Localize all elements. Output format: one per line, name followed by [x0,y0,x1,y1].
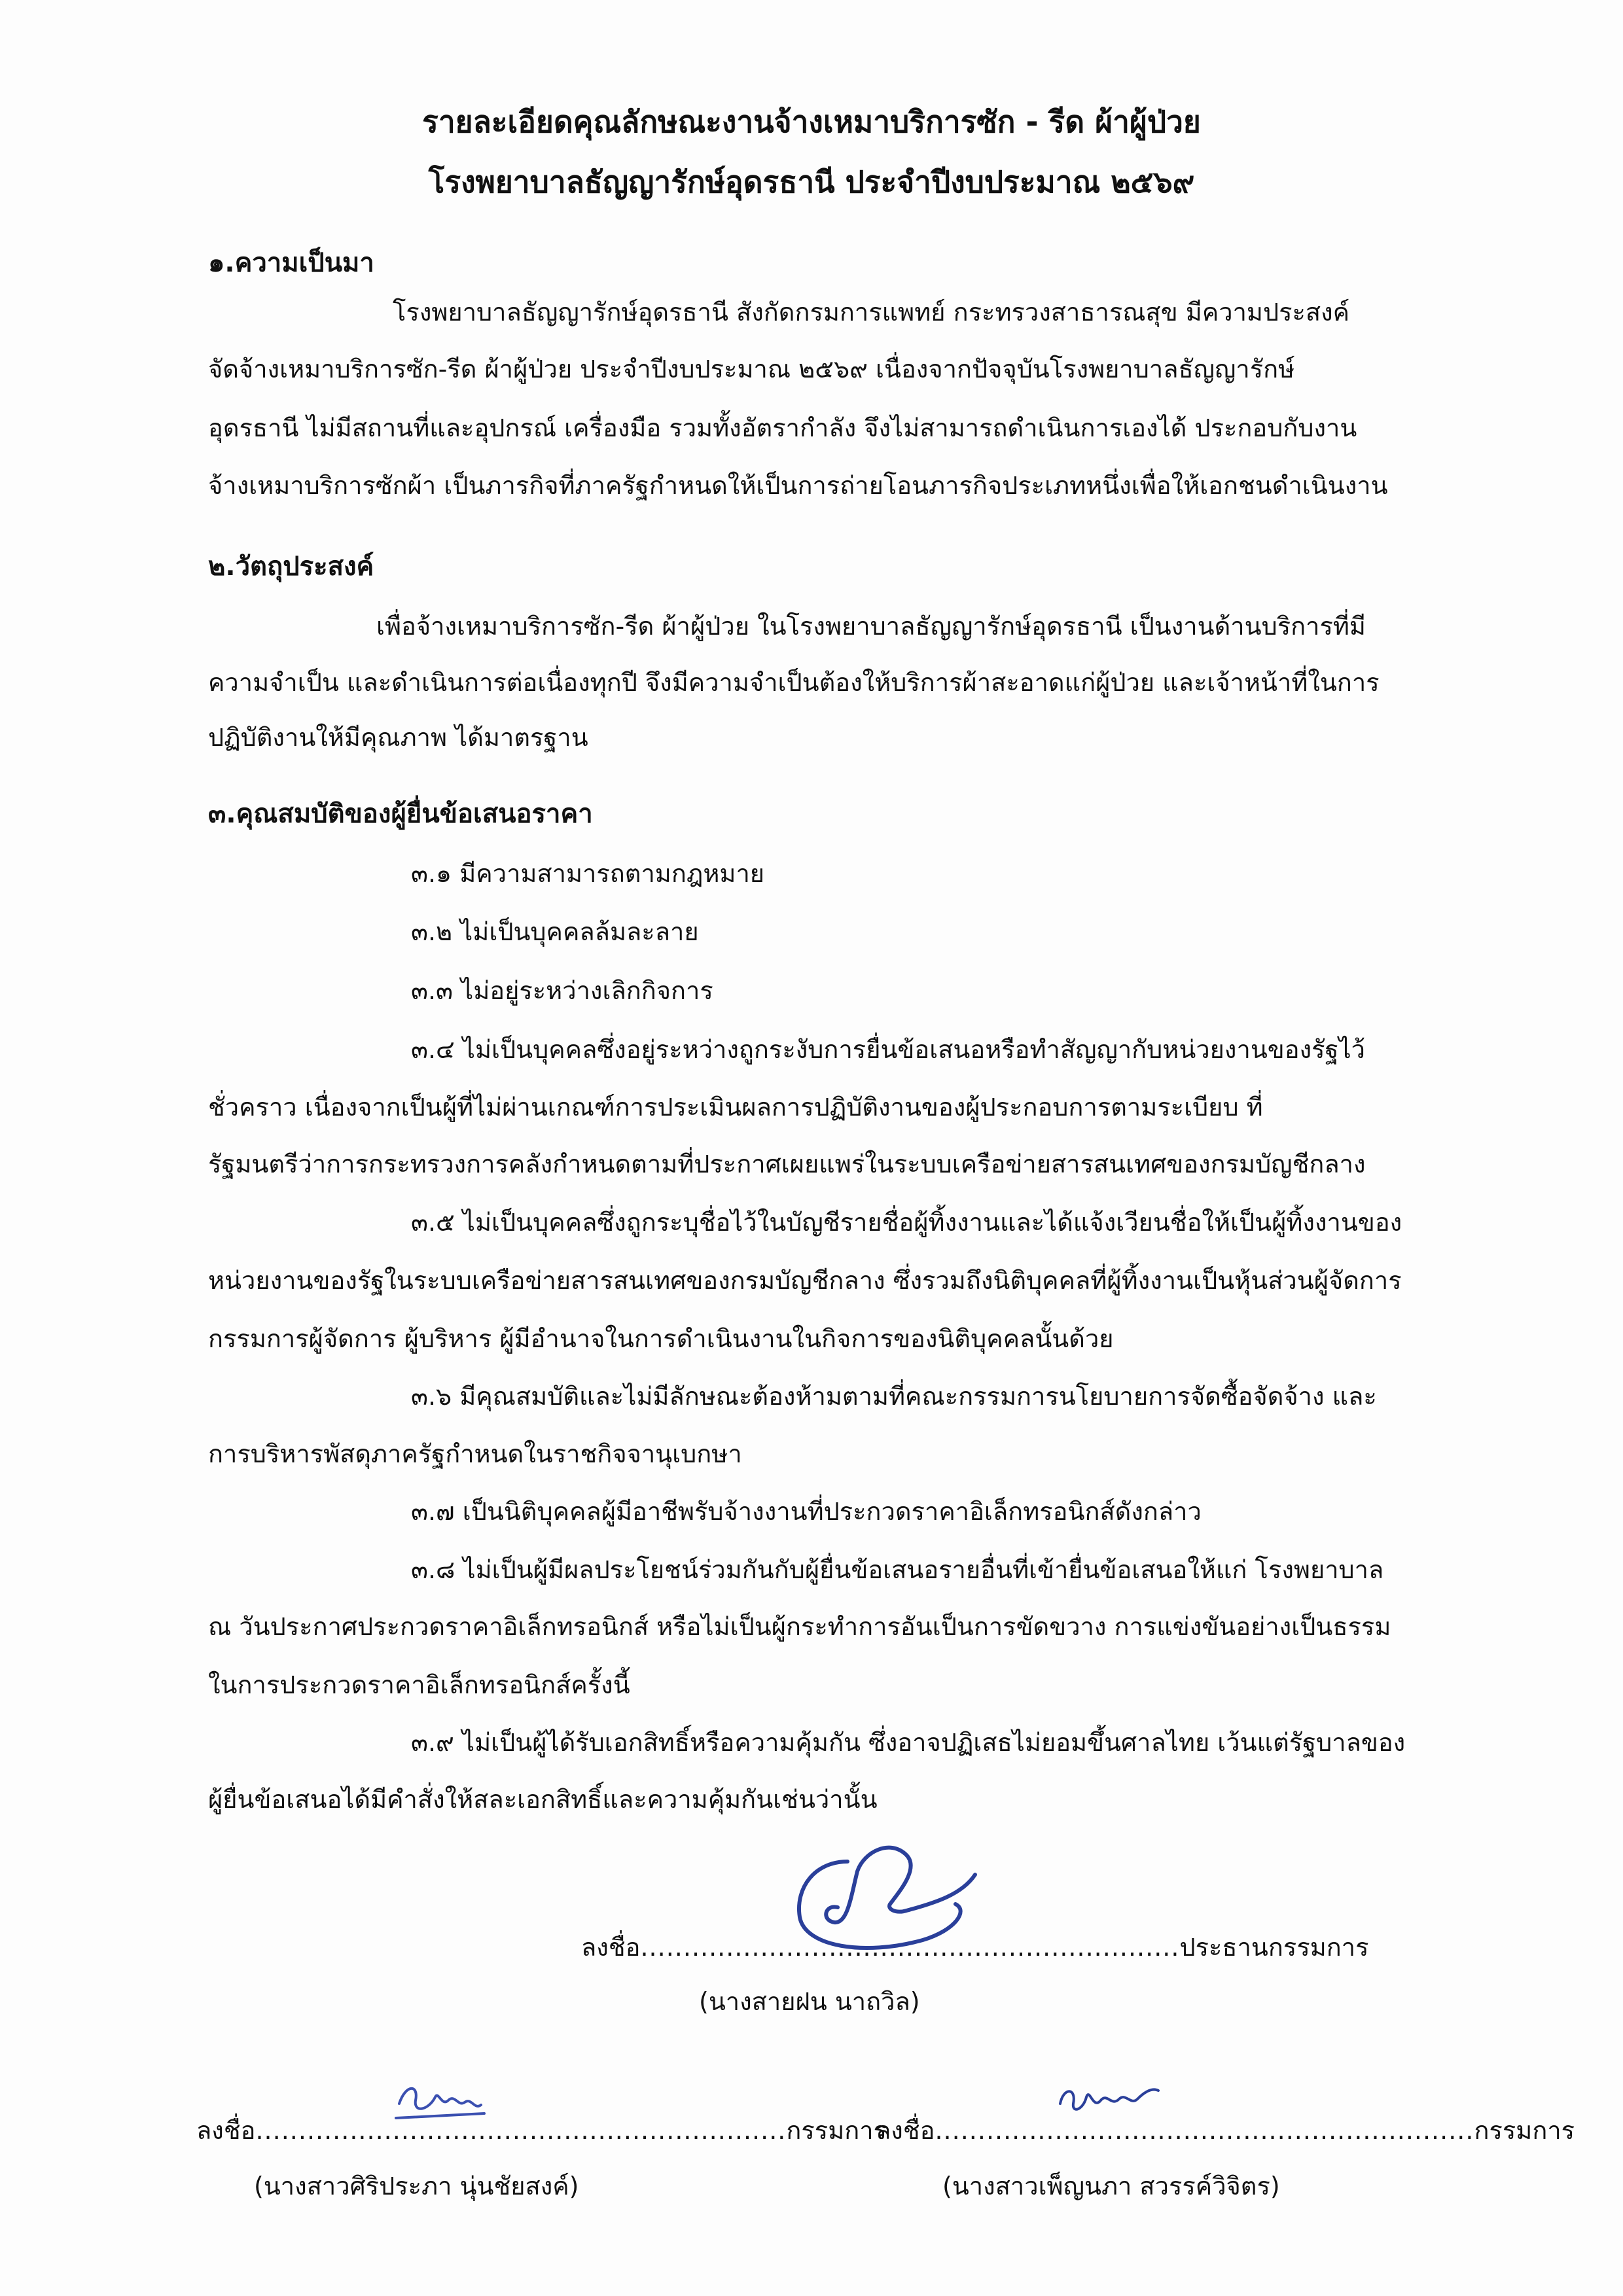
chair-sign-dots: ............................................................... [640,1933,1180,1962]
document-title-line-1: รายละเอียดคุณลักษณะงานจ้างเหมาบริการซัก - รีด ผ้าผู้ป่วย [422,104,1201,139]
chair-role: ประธานกรรมการ [1179,1933,1369,1962]
section-2-line-3: ปฏิบัติงานให้มีคุณภาพ ได้มาตรฐาน [208,723,588,752]
section-3-item-5-cont-1: หน่วยงานของรัฐในระบบเครือข่ายสารสนเทศของกรมบัญชีกลาง ซึ่งรวมถึงนิติบุคคลที่ผู้ทิ้งงานเป็นหุ้นส่วนผู้จัดการ [208,1266,1402,1295]
member-2-role: กรรมการ [1474,2116,1575,2145]
section-1-line-2: จัดจ้างเหมาบริการซัก-รีด ผ้าผู้ป่วย ประจำปีงบประมาณ ๒๕๖๙ เนื่องจากปัจจุบันโรงพยาบาลธัญญารักษ์ [208,355,1295,383]
section-3-item-3: ๓.๓ ไม่อยู่ระหว่างเลิกกิจการ [411,976,713,1005]
section-3-heading: ๓.คุณสมบัติของผู้ยื่นข้อเสนอราคา [208,799,593,829]
section-3-item-6-cont: การบริหารพัสดุภาครัฐกำหนดในราชกิจจานุเบกษา [208,1439,742,1468]
member-1-sign-prefix: ลงชื่อ [196,2116,256,2145]
section-3-item-9-cont: ผู้ยื่นข้อเสนอได้มีคำสั่งให้สละเอกสิทธิ์และความคุ้มกันเช่นว่านั้น [208,1785,878,1814]
member-1-role: กรรมการ [786,2116,887,2145]
member-1-signature-line [196,2110,887,2150]
section-1-line-3: อุดรธานี ไม่มีสถานที่และอุปกรณ์ เครื่องมือ รวมทั้งอัตรากำลัง จึงไม่สามารถดำเนินการเองได้ ประกอบกับงาน [208,414,1357,442]
chair-sign-prefix: ลงชื่อ [581,1933,641,1962]
section-1-line-1: โรงพยาบาลธัญญารักษ์อุดรธานี สังกัดกรมการแพทย์ กระทรวงสาธารณสุข มีความประสงค์ [393,298,1350,327]
section-3-item-4-cont-1: ชั่วคราว เนื่องจากเป็นผู้ที่ไม่ผ่านเกณฑ์การประเมินผลการปฏิบัติงานของผู้ประกอบการตามระเบียบ ที่ [208,1093,1263,1122]
member-2-sign-dots: ............................................................... [935,2116,1474,2145]
section-1-heading: ๑.ความเป็นมา [208,248,374,278]
section-3-item-8: ๓.๘ ไม่เป็นผู้มีผลประโยชน์ร่วมกันกับผู้ยื่นข้อเสนอรายอื่นที่เข้ายื่นข้อเสนอให้แก่ โรงพยาบาล [411,1555,1384,1584]
section-3-item-4-cont-2: รัฐมนตรีว่าการกระทรวงการคลังกำหนดตามที่ประกาศเผยแพร่ในระบบเครือข่ายสารสนเทศของกรมบัญชีกลาง [208,1150,1366,1178]
chair-signature-line [581,1927,1369,1967]
section-3-item-8-cont-1: ณ วันประกาศประกวดราคาอิเล็กทรอนิกส์ หรือไม่เป็นผู้กระทำการอันเป็นการขัดขวาง การแข่งขันอย่างเป็นธรรม [208,1612,1391,1641]
member-2-signature-line [876,2110,1575,2150]
section-2-line-1: เพื่อจ้างเหมาบริการซัก-รีด ผ้าผู้ป่วย ในโรงพยาบาลธัญญารักษ์อุดรธานี เป็นงานด้านบริการที่มี [376,612,1366,641]
member-1-name: (นางสาวศิริประภา นุ่นชัยสงค์) [254,2172,579,2200]
section-2-line-2: ความจำเป็น และดำเนินการต่อเนื่องทุกปี จึงมีความจำเป็นต้องให้บริการผ้าสะอาดแก่ผู้ป่วย และเจ้าหน้าที่ในการ [208,668,1380,697]
section-3-item-4: ๓.๔ ไม่เป็นบุคคลซึ่งอยู่ระหว่างถูกระงับการยื่นข้อเสนอหรือทำสัญญากับหน่วยงานของรัฐไว้ [411,1035,1365,1064]
member-2-name: (นางสาวเพ็ญนภา สวรรค์วิจิตร) [942,2172,1280,2200]
section-3-item-6: ๓.๖ มีคุณสมบัติและไม่มีลักษณะต้องห้ามตามที่คณะกรรมการนโยบายการจัดซื้อจัดจ้าง และ [411,1382,1377,1411]
document-title-line-2: โรงพยาบาลธัญญารักษ์อุดรธานี ประจำปีงบประมาณ ๒๕๖๙ [428,164,1195,200]
section-3-item-8-cont-2: ในการประกวดราคาอิเล็กทรอนิกส์ครั้งนี้ [208,1670,630,1699]
chair-name: (นางสายฝน นาถวิล) [699,1987,920,2016]
section-3-item-7: ๓.๗ เป็นนิติบุคคลผู้มีอาชีพรับจ้างงานที่ประกวดราคาอิเล็กทรอนิกส์ดังกล่าว [411,1497,1202,1526]
member-2-sign-prefix: ลงชื่อ [876,2116,935,2145]
section-2-heading: ๒.วัตถุประสงค์ [208,552,374,582]
section-1-line-4: จ้างเหมาบริการซักผ้า เป็นภารกิจที่ภาครัฐกำหนดให้เป็นการถ่ายโอนภารกิจประเภทหนึ่งเพื่อให้เอกชนดำเนินงาน [208,471,1388,500]
member-1-sign-dots: .............................................................. [255,2116,787,2145]
section-3-item-2: ๓.๒ ไม่เป็นบุคคลล้มละลาย [411,917,699,946]
section-3-item-5: ๓.๕ ไม่เป็นบุคคลซึ่งถูกระบุชื่อไว้ในบัญชีรายชื่อผู้ทิ้งงานและได้แจ้งเวียนชื่อให้เป็นผู้ทิ้งงานของ [411,1208,1402,1237]
section-3-item-5-cont-2: กรรมการผู้จัดการ ผู้บริหาร ผู้มีอำนาจในการดำเนินงานในกิจการของนิติบุคคลนั้นด้วย [208,1324,1114,1353]
section-3-item-9: ๓.๙ ไม่เป็นผู้ได้รับเอกสิทธิ์หรือความคุ้มกัน ซึ่งอาจปฏิเสธไม่ยอมขึ้นศาลไทย เว้นแต่รัฐบาลของ [411,1728,1406,1757]
section-3-item-1: ๓.๑ มีความสามารถตามกฎหมาย [411,859,765,888]
